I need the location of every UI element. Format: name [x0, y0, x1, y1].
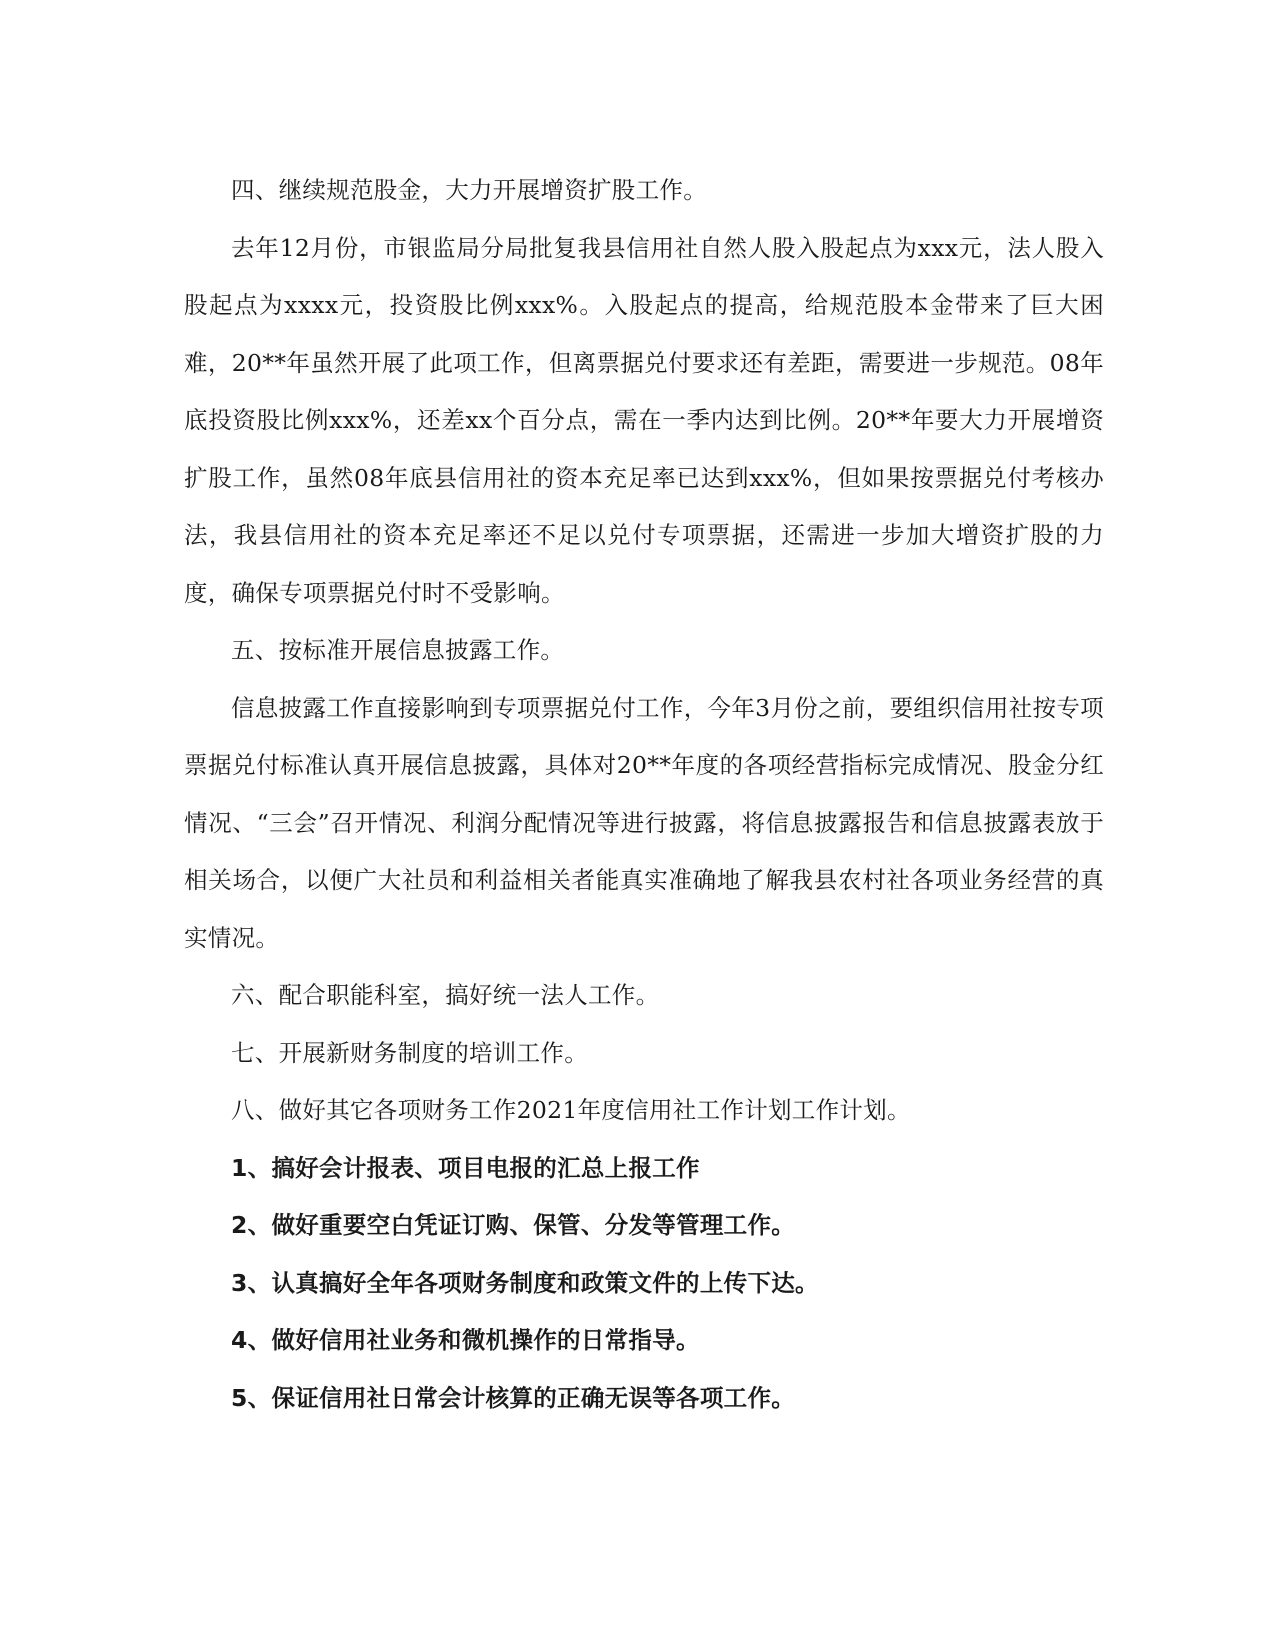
body-paragraph: 信息披露工作直接影响到专项票据兑付工作，今年3月份之前，要组织信用社按专项票据兑付标准认真开展信息披露，具体对20**年度的各项经营指标完成情况、股金分红情况、“三会”召开情况、利润分配情况等进行披露，将信息披露报告和信息披露表放于相关场合，以便广大社员和利益相关者能真实准确地了解我县农村社各项业务经营的真实情况。: [184, 693, 1104, 952]
task-list: [184, 1140, 1104, 1428]
section-heading-7: 七、开展新财务制度的培训工作。: [231, 1038, 588, 1067]
body-paragraph: 去年12月份，市银监局分局批复我县信用社自然人股入股起点为xxx元，法人股入股起点为xxxx元，投资股比例xxx%。入股起点的提高，给规范股本金带来了巨大困难，20**年虽然开展了此项工作，但离票据兑付要求还有差距，需要进一步规范。08年底投资股比例xxx%，还差xx个百分点，需在一季内达到比例。20**年要大力开展增资扩股工作，虽然08年底县信用社的资本充足率已达到xxx%，但如果按票据兑付考核办法，我县信用社的资本充足率还不足以兑付专项票据，还需进一步加大增资扩股的力度，确保专项票据兑付时不受影响。: [184, 233, 1104, 607]
document-body: [184, 162, 1104, 1427]
section-heading-4: 四、继续规范股金，大力开展增资扩股工作。: [231, 176, 707, 204]
list-item: 4、做好信用社业务和微机操作的日常指导。: [231, 1326, 700, 1354]
list-item: 5、保证信用社日常会计核算的正确无误等各项工作。: [231, 1383, 796, 1412]
list-item: 3、认真搞好全年各项财务制度和政策文件的上传下达。: [231, 1268, 819, 1297]
section-heading-6: 六、配合职能科室，搞好统一法人工作。: [231, 981, 660, 1009]
list-item: 1、搞好会计报表、项目电报的汇总上报工作: [231, 1153, 700, 1182]
section-heading-8: 八、做好其它各项财务工作2021年度信用社工作计划工作计划。: [231, 1096, 911, 1124]
list-item: 2、做好重要空白凭证订购、保管、分发等管理工作。: [231, 1211, 796, 1239]
section-heading-5: 五、按标准开展信息披露工作。: [231, 636, 565, 664]
